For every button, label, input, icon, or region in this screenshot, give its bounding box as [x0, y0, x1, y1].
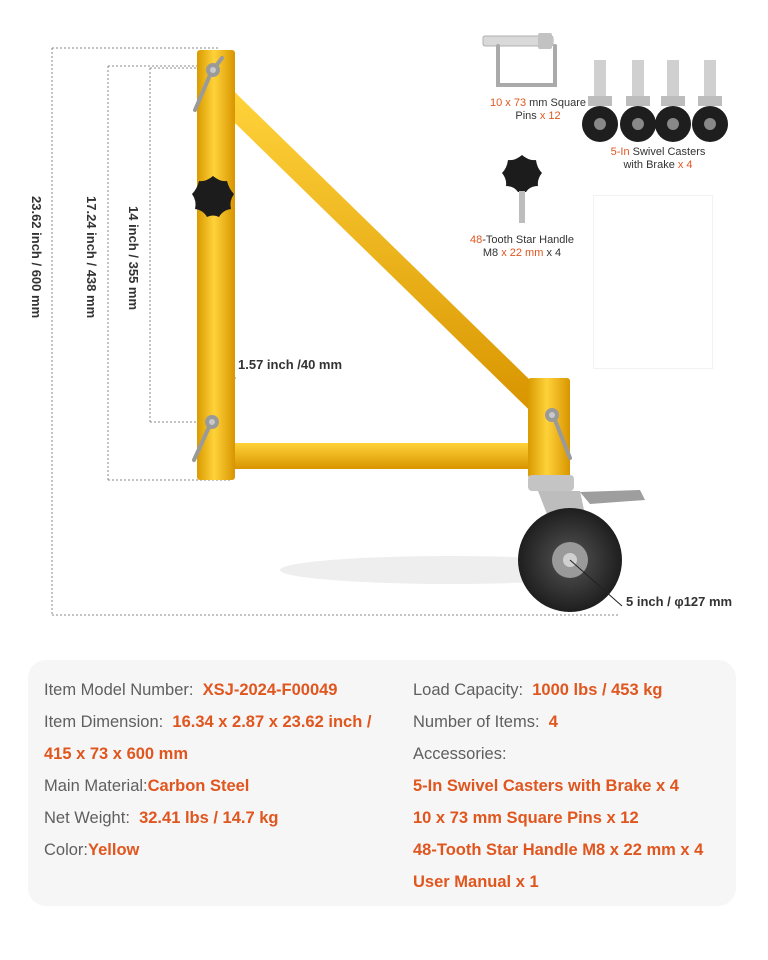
spec-accessories-heading: Accessories:	[413, 745, 507, 763]
spec-color: Color:Yellow	[44, 841, 140, 859]
spec-dimension: Item Dimension: 16.34 x 2.87 x 23.62 inch /	[44, 713, 372, 731]
blank-image-card	[594, 196, 712, 368]
tube-spacing-label: 14 inch / 355 mm	[126, 206, 141, 311]
pins-label: 10 x 73 mm Square Pins x 12	[489, 97, 586, 122]
casters-label: 5-In Swivel Casters with Brake x 4	[610, 146, 706, 171]
spec-dimension-cont: 415 x 73 x 600 mm	[44, 745, 189, 763]
specifications-panel	[28, 660, 736, 906]
star-handle-image	[502, 155, 542, 223]
pin-spacing-label: 17.24 inch / 438 mm	[84, 196, 99, 319]
accessory-item: 48-Tooth Star Handle M8 x 22 mm x 4	[413, 841, 704, 859]
accessory-item: 5-In Swivel Casters with Brake x 4	[413, 777, 679, 795]
handle-label: 48-Tooth Star Handle M8 x 22 mm x 4	[470, 234, 574, 259]
wheel-diameter-label: 5 inch / φ127 mm	[626, 594, 733, 609]
spec-model: Item Model Number: XSJ-2024-F00049	[44, 681, 338, 699]
specs-right-column	[413, 678, 733, 902]
accessory-item: 10 x 73 mm Square Pins x 12	[413, 809, 639, 827]
accessory-item: User Manual x 1	[413, 873, 539, 891]
square-pin-image	[483, 33, 555, 85]
tube-diameter-label: 1.57 inch /40 mm	[238, 357, 343, 372]
vertical-post	[197, 50, 235, 480]
caster-socket	[528, 378, 570, 478]
specs-left-column	[44, 678, 404, 870]
horizontal-tube	[225, 443, 535, 469]
spec-items: Number of Items: 4	[413, 713, 558, 731]
spec-load: Load Capacity: 1000 lbs / 453 kg	[413, 681, 663, 699]
spec-material: Main Material:Carbon Steel	[44, 777, 250, 795]
overall-height-label: 23.62 inch / 600 mm	[29, 196, 44, 319]
spec-weight: Net Weight: 32.41 lbs / 14.7 kg	[44, 809, 279, 827]
caster-assembly	[518, 475, 645, 612]
